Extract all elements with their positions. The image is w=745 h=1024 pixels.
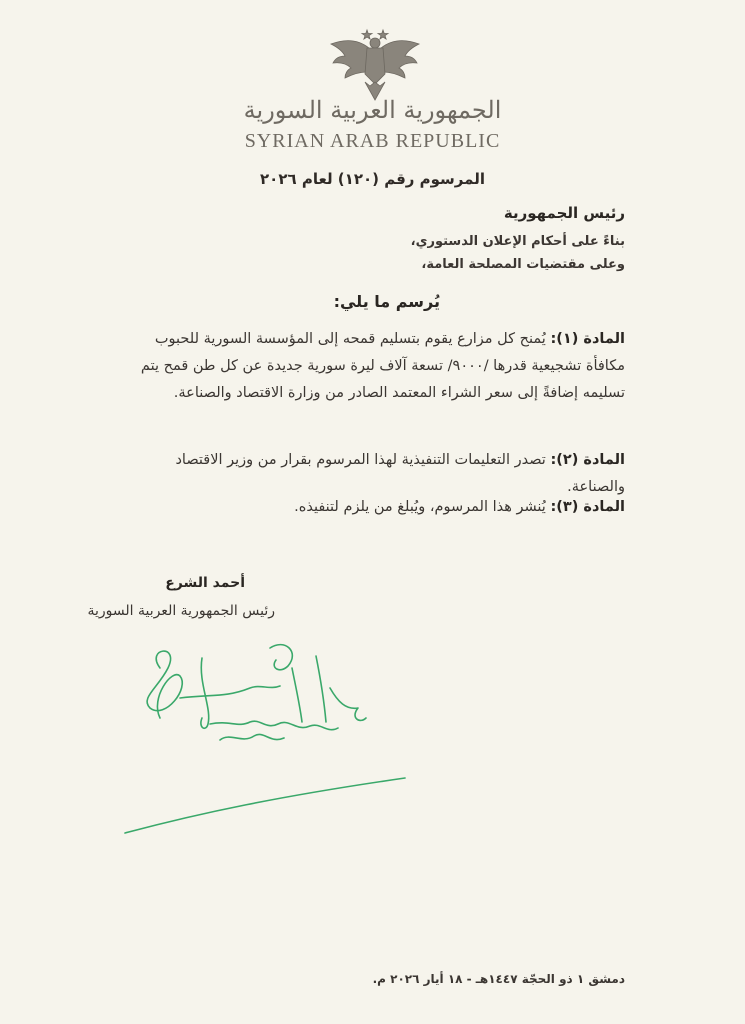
article-text: تصدر التعليمات التنفيذية لهذا المرسوم بقرار من وزير الاقتصاد والصناعة. (175, 452, 625, 495)
article-label: المادة (٢): (550, 452, 625, 468)
article-text: يُنشر هذا المرسوم، ويُبلغ من يلزم لتنفيذه. (294, 499, 546, 515)
decree-title: المرسوم رقم (١٢٠) لعام ٢٠٢٦ (260, 170, 485, 188)
president-heading: رئيس الجمهورية (503, 204, 625, 222)
decree-date: دمشق ١ ذو الحجّة ١٤٤٧هـ - ١٨ أيار ٢٠٢٦ م. (372, 972, 625, 986)
handwritten-signature (120, 628, 410, 838)
article-3 (115, 494, 625, 521)
signer-title: رئيس الجمهورية العربية السورية (87, 603, 275, 619)
eagle-emblem-icon (325, 26, 425, 104)
article-label: المادة (١): (550, 331, 625, 347)
republic-name-english: SYRIAN ARAB REPUBLIC (244, 130, 501, 152)
preamble-line-1: بناءً على أحكام الإعلان الدستوري، (410, 234, 625, 249)
preamble-line-2: وعلى مقتضيات المصلحة العامة، (421, 257, 625, 272)
article-2 (115, 447, 625, 501)
decrees-label: يُرسم ما يلي: (333, 292, 440, 311)
article-text: يُمنح كل مزارع يقوم بتسليم قمحه إلى المؤسسة السورية للحبوب مكافأة تشجيعية قدرها /٩٠٠٠/ تسعة آلاف ليرة سورية جديدة عن كل طن قمح يتم تسليمه إضافةً إلى سعر الشراء المعتمد الصادر من وزارة الاقتصاد والصناعة. (140, 331, 625, 401)
article-label: المادة (٣): (550, 499, 625, 515)
signer-name: أحمد الشرع (165, 575, 245, 591)
republic-name-arabic: الجمهورية العربية السورية (243, 96, 502, 124)
article-1 (115, 326, 625, 407)
